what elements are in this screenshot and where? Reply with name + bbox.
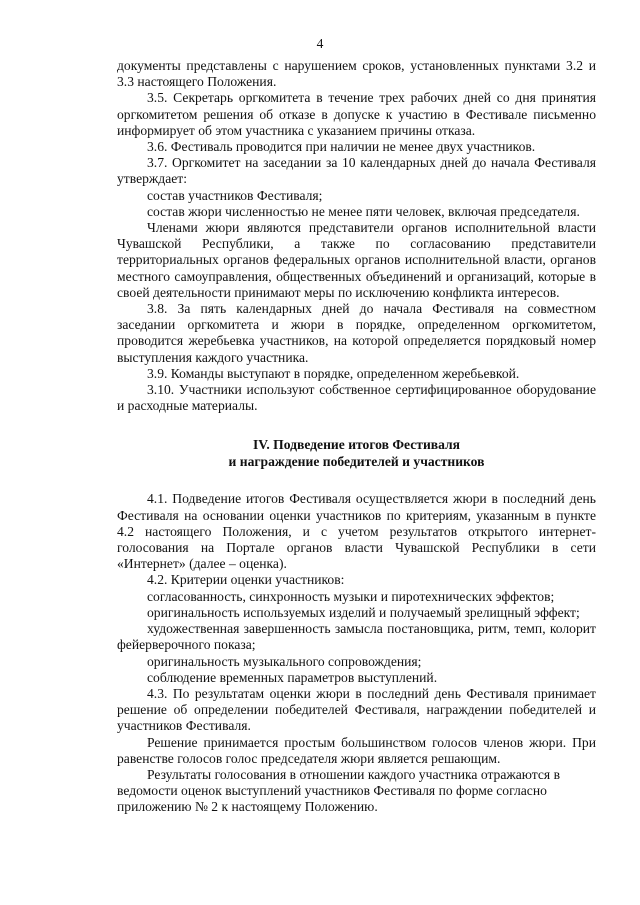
criterion-item: оригинальность используемых изделий и получаемый зрелищный эффект; xyxy=(147,604,580,620)
paragraph-3-5: 3.5. Секретарь оргкомитета в течение трех рабочих дней со дня принятия оргкомитетом решения об отказе в допуске к участию в Фестивале письменно информирует об этом участника с указанием причины отказа. xyxy=(117,90,596,138)
section-heading xyxy=(117,437,596,470)
paragraph-decision: Решение принимается простым большинством голосов членов жюри. При равенстве голосов голос председателя жюри является решающим. xyxy=(117,734,596,766)
paragraph-results: Результаты голосования в отношении каждого участника отражаются в ведомости оценок выступлений участников Фестиваля по форме согласно приложению № 2 к настоящему Положению. xyxy=(117,766,560,815)
page-number: 4 xyxy=(316,36,324,51)
paragraph-3-6: 3.6. Фестиваль проводится при наличии не менее двух участников. xyxy=(147,139,536,155)
document-body xyxy=(117,58,596,816)
section-heading-line-1: IV. Подведение итогов Фестиваля xyxy=(252,437,461,453)
criterion-item: соблюдение временных параметров выступлений. xyxy=(147,669,438,685)
criterion-item: оригинальность музыкального сопровождения; xyxy=(147,653,422,669)
paragraph-4-1: 4.1. Подведение итогов Фестиваля осуществляется жюри в последний день Фестиваля на основании оценки участников по критериям, указанным в пункте 4.2 настоящего Положения, и с учетом результатов открытого интернет-голосования на Портале органов власти Чувашской Республики в сети «Интернет» (далее – оценка). xyxy=(117,491,596,572)
paragraph-jury-members: Членами жюри являются представители органов исполнительной власти Чувашской Республики, а также по согласованию представители территориальных органов федеральных органов исполнительной власти, органов местного самоуправления, общественных объединений и организаций, которые в своей деятельности принимают меры по исключению конфликта интересов. xyxy=(117,220,596,300)
paragraph-3-8: 3.8. За пять календарных дней до начала Фестиваля на совместном заседании оргкомитета и жюри в порядке, определенном оргкомитетом, проводится жеребьевка участников, на которой определяется порядковый номер выступления каждого участника. xyxy=(117,301,596,365)
criterion-item: художественная завершенность замысла постановщика, ритм, темп, колорит фейерверочного показа; xyxy=(117,621,596,653)
paragraph-4-3: 4.3. По результатам оценки жюри в последний день Фестиваля принимает решение об определении победителей Фестиваля, награждении победителей и участников Фестиваля. xyxy=(117,685,596,734)
paragraph-4-2: 4.2. Критерии оценки участников: xyxy=(147,572,345,588)
criterion-item: согласованность, синхронность музыки и пиротехнических эффектов; xyxy=(147,588,555,604)
paragraph-3-10: 3.10. Участники используют собственное сертифицированное оборудование и расходные материалы. xyxy=(117,382,596,414)
paragraph-3-9: 3.9. Команды выступают в порядке, определенном жеребьевкой. xyxy=(147,365,520,381)
paragraph-3-7-item-jury: состав жюри численностью не менее пяти человек, включая председателя. xyxy=(147,203,580,219)
paragraph-3-7-item-participants: состав участников Фестиваля; xyxy=(147,187,323,203)
paragraph-continuation: документы представлены с нарушением сроков, установленных пунктами 3.2 и 3.3 настоящего Положения. xyxy=(117,58,596,90)
section-heading-line-2: и награждение победителей и участников xyxy=(228,453,485,469)
paragraph-3-7: 3.7. Оргкомитет на заседании за 10 календарных дней до начала Фестиваля утверждает: xyxy=(117,155,596,187)
